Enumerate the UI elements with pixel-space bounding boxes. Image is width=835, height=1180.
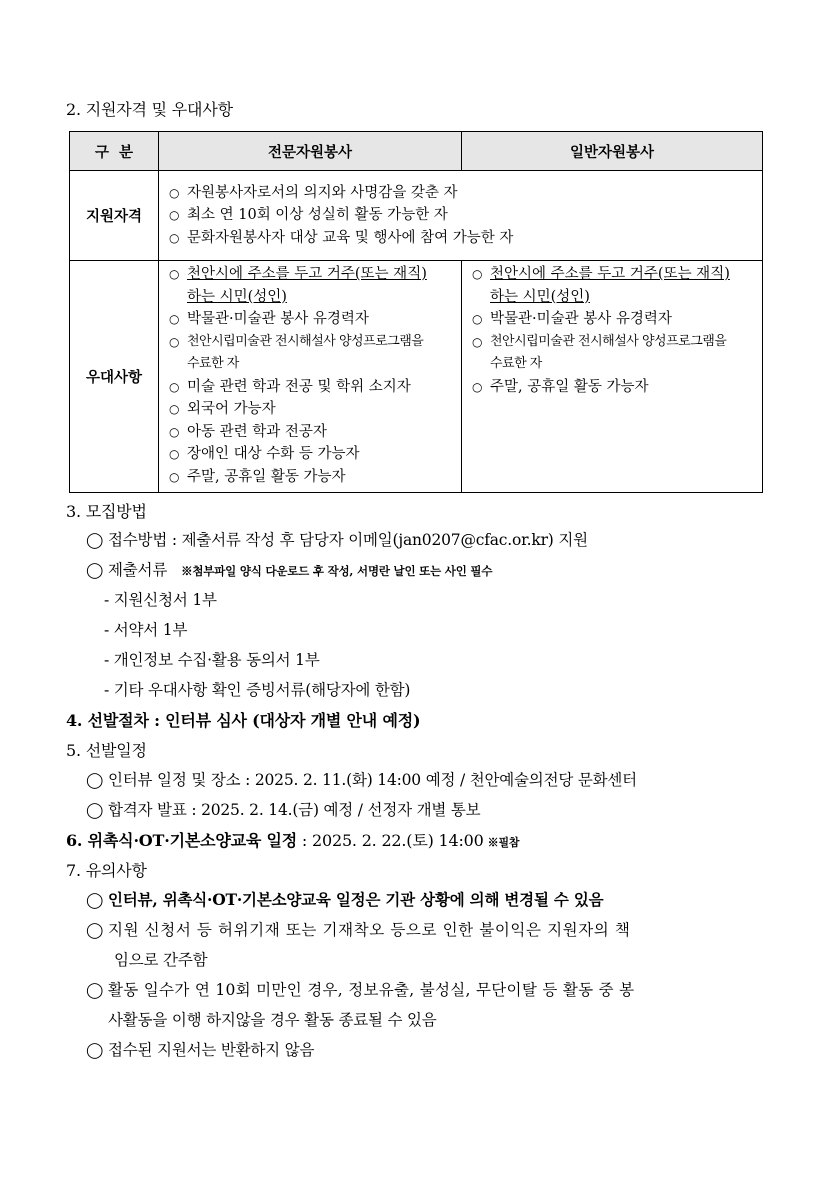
header-category: 구 분 — [70, 132, 159, 171]
document-item: - 서약서 1부 — [104, 621, 188, 639]
section5-heading: 5. 선발일정 — [66, 741, 147, 760]
bullet: ◯ — [86, 561, 104, 579]
list-item: ○ 박물관·미술관 봉사 유경력자 — [472, 311, 672, 327]
document-item: - 개인정보 수집·활용 동의서 1부 — [104, 651, 320, 669]
section6-heading: 6. 위촉식·OT·기본소양교육 일정 : 2025. 2. 22.(토) 14:00 ※필참 — [66, 831, 520, 850]
notice-item: ◯ 인터뷰, 위촉식·OT·기본소양교육 일정은 기관 상황에 의해 변경될 수 있음 — [86, 890, 604, 909]
documents-line: ◯ 제출서류 ※첨부파일 양식 다운로드 후 작성, 서명란 날인 또는 사인 필수 — [86, 561, 493, 579]
required-note: ※필참 — [487, 836, 520, 849]
list-item: ○ 주말, 공휴일 활동 가능자 — [472, 378, 649, 395]
notice-item: ◯ 접수된 지원서는 반환하지 않음 — [86, 1041, 315, 1059]
list-item: ○ 천안시에 주소를 두고 거주(또는 재직) — [169, 266, 427, 282]
preference-label: 우대사항 — [70, 261, 159, 493]
schedule-item: ◯ 인터뷰 일정 및 장소 : 2025. 2. 11.(화) 14:00 예정 / 천안예술의전당 문화센터 — [86, 771, 637, 789]
notice-item: ◯ 활동 일수가 연 10회 미만인 경우, 정보유출, 불성실, 무단이탈 등 활동 중 봉 — [86, 981, 635, 999]
list-item: ○ 아동 관련 학과 전공자 — [169, 423, 327, 440]
list-item: ○ 천안시에 주소를 두고 거주(또는 재직) — [472, 266, 730, 282]
notice-item: ◯ 지원 신청서 등 허위기재 또는 기재착오 등으로 인한 불이익은 지원자의 책 — [86, 921, 631, 939]
preference-row — [70, 261, 763, 493]
section2-heading: 2. 지원자격 및 우대사항 — [66, 100, 233, 119]
section4-heading: 4. 선발절차 : 인터뷰 심사 (대상자 개별 안내 예정) — [66, 711, 421, 730]
qualification-cell — [159, 171, 763, 261]
preference-professional-cell — [159, 261, 462, 493]
header-professional: 전문자원봉사 — [159, 132, 462, 171]
bullet: ◯ — [86, 531, 104, 549]
notice-item-cont: 임으로 간주함 — [114, 951, 208, 969]
list-item: ○ 자원봉사자로서의 의지와 사명감을 갖춘 자 — [165, 182, 758, 205]
list-item: ○ 장애인 대상 수화 등 가능자 — [169, 446, 360, 462]
bullet: ○ — [169, 185, 180, 200]
section7-heading: 7. 유의사항 — [66, 861, 147, 880]
list-item: ○ 문화자원봉사자 대상 교육 및 행사에 참여 가능한 자 — [165, 227, 758, 250]
list-item: ○ 박물관·미술관 봉사 유경력자 — [169, 311, 369, 327]
qualification-label: 지원자격 — [70, 171, 159, 261]
qualification-row — [70, 171, 763, 261]
list-item: ○ 외국어 가능자 — [169, 401, 276, 417]
list-item: ○ 최소 연 10회 이상 성실히 활동 가능한 자 — [165, 204, 758, 227]
list-item: ○ 천안시립미술관 전시해설사 양성프로그램을 — [472, 333, 727, 349]
list-item: ○ 천안시립미술관 전시해설사 양성프로그램을 — [169, 333, 424, 349]
header-general: 일반자원봉사 — [462, 132, 763, 171]
document-item: - 기타 우대사항 확인 증빙서류(해당자에 한함) — [104, 681, 411, 699]
section3-heading: 3. 모집방법 — [66, 502, 147, 521]
qualification-table — [69, 131, 763, 493]
table-header-row — [70, 132, 763, 171]
documents-note: ※첨부파일 양식 다운로드 후 작성, 서명란 날인 또는 사인 필수 — [181, 564, 493, 578]
list-item: 수료한 자 — [187, 356, 239, 371]
method-line: ◯ 접수방법 : 제출서류 작성 후 담당자 이메일(jan0207@cfac.or.kr) 지원 — [86, 531, 588, 549]
bullet: ○ — [169, 208, 180, 223]
list-item: 수료한 자 — [490, 356, 542, 371]
notice-item-cont: 사활동을 이행 하지않을 경우 활동 종료될 수 있음 — [108, 1011, 437, 1029]
list-item: 하는 시민(성인) — [187, 288, 287, 305]
bullet: ○ — [169, 230, 180, 245]
preference-general-cell — [462, 261, 763, 493]
list-item: 하는 시민(성인) — [490, 288, 590, 305]
document-item: - 지원신청서 1부 — [104, 591, 217, 609]
list-item: ○ 주말, 공휴일 활동 가능자 — [169, 468, 346, 485]
list-item: ○ 미술 관련 학과 전공 및 학위 소지자 — [169, 378, 411, 395]
schedule-item: ◯ 합격자 발표 : 2025. 2. 14.(금) 예정 / 선정자 개별 통보 — [86, 801, 481, 819]
